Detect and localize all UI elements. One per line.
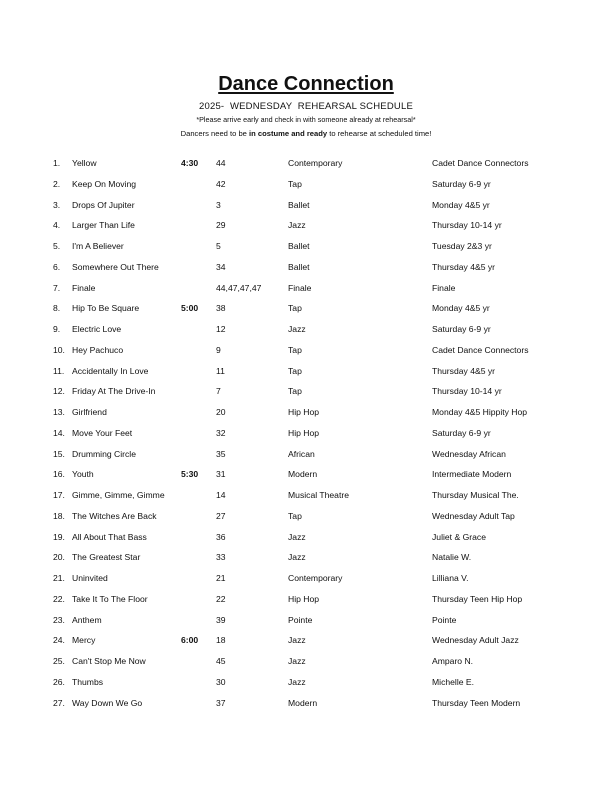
schedule-row	[0, 155, 612, 176]
show-order-number: 32	[216, 427, 226, 438]
dance-style: Contemporary	[288, 573, 343, 583]
song-title: Gimme, Gimme, Gimme	[72, 490, 165, 500]
row-number: 4.	[53, 220, 61, 231]
class-name: Cadet Dance Connectors	[432, 158, 529, 168]
show-order-number: 36	[216, 531, 226, 542]
class-name: Juliet & Grace	[432, 531, 486, 542]
show-order-number: 5	[216, 241, 221, 251]
schedule-row	[0, 529, 612, 550]
show-order-number: 30	[216, 676, 226, 687]
schedule-row	[0, 508, 612, 529]
song-title: Move Your Feet	[72, 427, 133, 438]
page-title: Dance Connection	[218, 73, 394, 95]
row-number: 15.	[53, 448, 65, 459]
class-name: Thursday 10-14 yr	[432, 386, 502, 397]
row-number: 11.	[53, 365, 65, 376]
rehearsal-time: 5:00	[181, 303, 199, 314]
show-order-number: 39	[216, 614, 226, 625]
class-name: Saturday 6-9 yr	[432, 427, 491, 438]
show-order-number: 44	[216, 158, 226, 168]
class-name: Amparo N.	[432, 656, 474, 666]
song-title: Thumbs	[72, 676, 104, 687]
class-name: Thursday 4&5 yr	[432, 365, 496, 376]
rehearsal-time: 5:30	[181, 469, 199, 480]
song-title: Hip To Be Square	[72, 303, 140, 314]
schedule-row	[0, 383, 612, 404]
row-number: 24.	[53, 635, 65, 646]
song-title: All About That Bass	[72, 531, 147, 542]
schedule-row	[0, 300, 612, 321]
dance-style: Jazz	[288, 656, 306, 666]
show-order-number: 33	[216, 552, 226, 563]
song-title: Drumming Circle	[72, 448, 136, 459]
class-name: Natalie W.	[432, 552, 472, 563]
song-title: Friday At The Drive-In	[72, 386, 156, 397]
song-title: Larger Than Life	[72, 220, 135, 231]
dance-style: Jazz	[288, 552, 306, 563]
song-title: The Greatest Star	[72, 552, 141, 563]
song-title: Keep On Moving	[72, 178, 137, 189]
row-number: 8.	[53, 303, 61, 314]
row-number: 7.	[53, 282, 61, 293]
dance-style: Jazz	[288, 635, 306, 646]
schedule-row	[0, 632, 612, 653]
dance-style: Modern	[288, 469, 318, 480]
show-order-number: 20	[216, 407, 226, 417]
row-number: 27.	[53, 697, 65, 708]
schedule-row	[0, 612, 612, 633]
show-order-number: 11	[216, 365, 225, 376]
class-name: Wednesday African	[432, 448, 506, 459]
class-name: Michelle E.	[432, 676, 475, 687]
class-name: Lilliana V.	[432, 573, 469, 583]
class-name: Tuesday 2&3 yr	[432, 241, 492, 251]
dance-style: Hip Hop	[288, 427, 320, 438]
song-title: Anthem	[72, 614, 102, 625]
song-title: Finale	[72, 282, 96, 293]
class-name: Saturday 6-9 yr	[432, 178, 491, 189]
song-title: I'm A Believer	[72, 241, 124, 251]
dance-style: Modern	[288, 697, 318, 708]
show-order-number: 31	[216, 469, 226, 480]
song-title: Can't Stop Me Now	[72, 656, 146, 666]
dance-style: Musical Theatre	[288, 490, 349, 500]
dance-style: Tap	[288, 510, 302, 521]
warning-text-post: to rehearse at scheduled time!	[327, 129, 432, 138]
schedule-row	[0, 466, 612, 487]
schedule-row	[0, 446, 612, 467]
arrival-note: *Please arrive early and check in with someone already at rehearsal*	[196, 115, 416, 124]
row-number: 9.	[53, 324, 61, 334]
rehearsal-schedule-list	[0, 155, 612, 715]
show-order-number: 3	[216, 199, 221, 210]
dance-style: Tap	[288, 344, 302, 355]
schedule-row	[0, 591, 612, 612]
class-name: Cadet Dance Connectors	[432, 344, 529, 355]
song-title: Yellow	[72, 158, 97, 168]
costume-warning	[0, 127, 612, 141]
warning-text-pre: Dancers need to be	[180, 129, 250, 138]
row-number: 5.	[53, 241, 61, 251]
song-title: Take It To The Floor	[72, 593, 148, 604]
show-order-number: 27	[216, 510, 226, 521]
song-title: The Witches Are Back	[72, 510, 157, 521]
row-number: 21.	[53, 573, 65, 583]
class-name: Wednesday Adult Tap	[432, 510, 515, 521]
schedule-row	[0, 238, 612, 259]
schedule-row	[0, 217, 612, 238]
row-number: 12.	[53, 386, 65, 397]
dance-style: Ballet	[288, 261, 310, 272]
dance-style: Jazz	[288, 324, 306, 334]
song-title: Uninvited	[72, 573, 108, 583]
dance-style: Jazz	[288, 676, 306, 687]
schedule-row	[0, 653, 612, 674]
row-number: 13.	[53, 407, 65, 417]
rehearsal-time: 4:30	[181, 158, 199, 168]
dance-style: Finale	[288, 282, 312, 293]
row-number: 22.	[53, 593, 65, 604]
class-name: Saturday 6-9 yr	[432, 324, 491, 334]
document-header	[0, 70, 612, 141]
show-order-number: 22	[216, 593, 226, 604]
class-name: Thursday Teen Hip Hop	[432, 593, 523, 604]
schedule-row	[0, 363, 612, 384]
dance-style: Ballet	[288, 241, 310, 251]
dance-style: Pointe	[288, 614, 313, 625]
row-number: 20.	[53, 552, 65, 563]
dance-style: Contemporary	[288, 158, 343, 168]
show-order-number: 35	[216, 448, 226, 459]
dance-style: Hip Hop	[288, 407, 320, 417]
row-number: 1.	[53, 158, 61, 168]
show-order-number: 18	[216, 635, 226, 646]
row-number: 19.	[53, 531, 65, 542]
song-title: Youth	[72, 469, 94, 480]
schedule-row	[0, 259, 612, 280]
dance-style: Tap	[288, 178, 302, 189]
dance-style: Tap	[288, 303, 302, 314]
class-name: Thursday 4&5 yr	[432, 261, 496, 272]
song-title: Electric Love	[72, 324, 122, 334]
show-order-number: 12	[216, 324, 226, 334]
class-name: Pointe	[432, 614, 457, 625]
show-order-number: 9	[216, 344, 221, 355]
schedule-row	[0, 674, 612, 695]
schedule-row	[0, 197, 612, 218]
row-number: 25.	[53, 656, 65, 666]
schedule-row	[0, 425, 612, 446]
show-order-number: 7	[216, 386, 221, 397]
song-title: Way Down We Go	[72, 697, 143, 708]
class-name: Thursday Musical The.	[432, 490, 519, 500]
class-name: Finale	[432, 282, 456, 293]
show-order-number: 42	[216, 178, 226, 189]
schedule-row	[0, 342, 612, 363]
row-number: 26.	[53, 676, 65, 687]
class-name: Thursday Teen Modern	[432, 697, 521, 708]
schedule-row	[0, 487, 612, 508]
dance-style: Tap	[288, 386, 302, 397]
dance-style: African	[288, 448, 315, 459]
row-number: 6.	[53, 261, 61, 272]
dance-style: Jazz	[288, 531, 306, 542]
class-name: Monday 4&5 yr	[432, 303, 490, 314]
class-name: Thursday 10-14 yr	[432, 220, 502, 231]
schedule-row	[0, 695, 612, 716]
warning-text-bold: in costume and ready	[249, 129, 328, 138]
rehearsal-time: 6:00	[181, 635, 199, 646]
song-title: Accidentally In Love	[72, 365, 149, 376]
song-title: Drops Of Jupiter	[72, 199, 135, 210]
schedule-row	[0, 280, 612, 301]
class-name: Monday 4&5 yr	[432, 199, 490, 210]
row-number: 2.	[53, 178, 61, 189]
row-number: 16.	[53, 469, 65, 480]
show-order-number: 21	[216, 573, 226, 583]
show-order-number: 14	[216, 490, 226, 500]
schedule-subtitle: 2025- WEDNESDAY REHEARSAL SCHEDULE	[199, 101, 413, 112]
song-title: Hey Pachuco	[72, 344, 124, 355]
class-name: Monday 4&5 Hippity Hop	[432, 407, 528, 417]
row-number: 3.	[53, 199, 61, 210]
dance-style: Jazz	[288, 220, 306, 231]
row-number: 17.	[53, 490, 65, 500]
class-name: Wednesday Adult Jazz	[432, 635, 519, 646]
schedule-row	[0, 570, 612, 591]
show-order-number: 29	[216, 220, 226, 231]
dance-style: Tap	[288, 365, 302, 376]
row-number: 14.	[53, 427, 65, 438]
dance-style: Ballet	[288, 199, 310, 210]
schedule-row	[0, 321, 612, 342]
song-title: Mercy	[72, 635, 96, 646]
show-order-number: 45	[216, 656, 226, 666]
show-order-number: 37	[216, 697, 226, 708]
class-name: Intermediate Modern	[432, 469, 512, 480]
show-order-number: 34	[216, 261, 226, 272]
show-order-number: 44,47,47,47	[216, 282, 262, 293]
row-number: 18.	[53, 510, 65, 521]
schedule-row	[0, 549, 612, 570]
song-title: Girlfriend	[72, 407, 107, 417]
dance-style: Hip Hop	[288, 593, 320, 604]
row-number: 23.	[53, 614, 65, 625]
show-order-number: 38	[216, 303, 226, 314]
schedule-row	[0, 404, 612, 425]
schedule-row	[0, 176, 612, 197]
song-title: Somewhere Out There	[72, 261, 159, 272]
row-number: 10.	[53, 344, 65, 355]
